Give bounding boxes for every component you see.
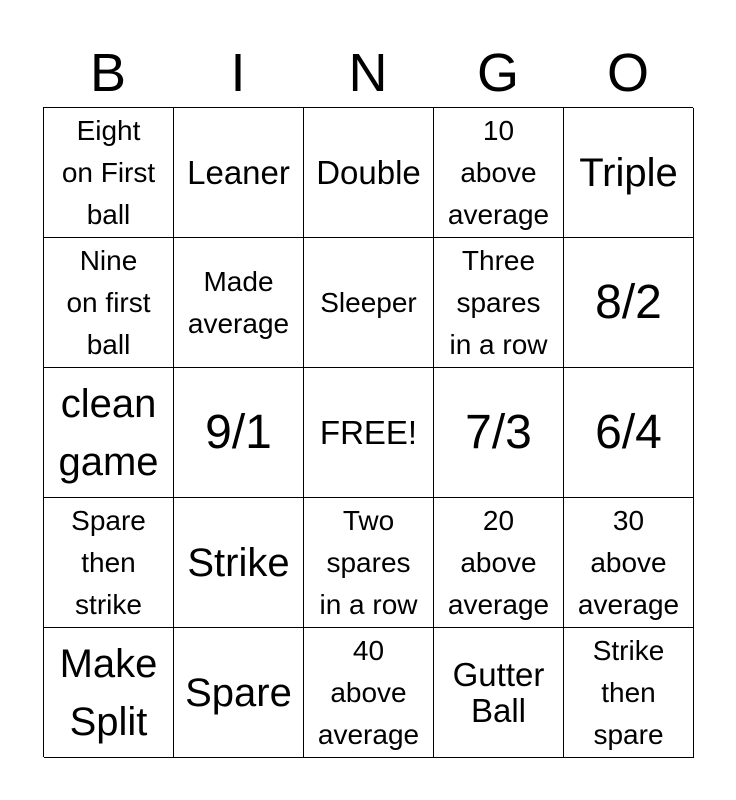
header-letter-n: N <box>348 43 388 103</box>
bingo-cell[interactable] <box>564 368 694 498</box>
cell-label: Spare <box>185 670 292 715</box>
cell-label: Eight on First ball <box>61 114 156 230</box>
cell-label: 40 above average <box>317 634 420 750</box>
cell-label: Spare then strike <box>71 504 146 620</box>
header-letter-i: I <box>230 43 246 103</box>
free-space-label: FREE! <box>319 413 418 451</box>
bingo-cell[interactable] <box>564 628 694 758</box>
free-space-cell[interactable] <box>304 368 434 498</box>
cell-label: Double <box>316 153 421 191</box>
bingo-cell[interactable] <box>434 498 564 628</box>
bingo-cell[interactable] <box>564 238 694 368</box>
cell-label: Sleeper <box>320 286 417 318</box>
cell-label: 20 above average <box>447 504 550 620</box>
cell-label: 8/2 <box>595 275 662 329</box>
bingo-cell[interactable] <box>434 108 564 238</box>
cell-label: 9/1 <box>205 405 272 459</box>
cell-label: 7/3 <box>465 405 532 459</box>
cell-label: Make Split <box>59 641 158 744</box>
header-letter-g: G <box>476 43 519 103</box>
cell-label: Made average <box>187 265 290 339</box>
bingo-cell[interactable] <box>174 238 304 368</box>
bingo-cell[interactable] <box>174 368 304 498</box>
cell-label: 10 above average <box>447 114 550 230</box>
cell-label: Two spares in a row <box>319 504 418 620</box>
header-letter-b: B <box>89 43 127 103</box>
bingo-cell[interactable] <box>304 108 434 238</box>
bingo-cell[interactable] <box>304 628 434 758</box>
bingo-cell[interactable] <box>304 238 434 368</box>
bingo-cell[interactable] <box>564 108 694 238</box>
bingo-cell[interactable] <box>174 108 304 238</box>
bingo-cell[interactable] <box>44 628 174 758</box>
bingo-card-grid <box>43 107 693 757</box>
bingo-cell[interactable] <box>564 498 694 628</box>
bingo-cell[interactable] <box>44 238 174 368</box>
cell-label: Triple <box>579 150 678 195</box>
cell-label: Strike <box>187 540 290 585</box>
cell-label: Nine on first ball <box>66 244 151 360</box>
bingo-cell[interactable] <box>434 368 564 498</box>
bingo-cell[interactable] <box>44 368 174 498</box>
bingo-header <box>43 40 693 106</box>
cell-label: Three spares in a row <box>449 244 548 360</box>
bingo-cell[interactable] <box>434 628 564 758</box>
bingo-cell[interactable] <box>44 108 174 238</box>
header-letter-o: O <box>606 43 649 103</box>
bingo-cell[interactable] <box>44 498 174 628</box>
cell-label: Leaner <box>187 153 290 191</box>
cell-label: Gutter Ball <box>452 655 545 729</box>
cell-label: 6/4 <box>595 405 662 459</box>
cell-label: Strike then spare <box>592 634 665 750</box>
bingo-cell[interactable] <box>174 628 304 758</box>
bingo-cell[interactable] <box>434 238 564 368</box>
cell-label: clean game <box>58 381 159 484</box>
cell-label: 30 above average <box>577 504 680 620</box>
bingo-cell[interactable] <box>304 498 434 628</box>
bingo-cell[interactable] <box>174 498 304 628</box>
